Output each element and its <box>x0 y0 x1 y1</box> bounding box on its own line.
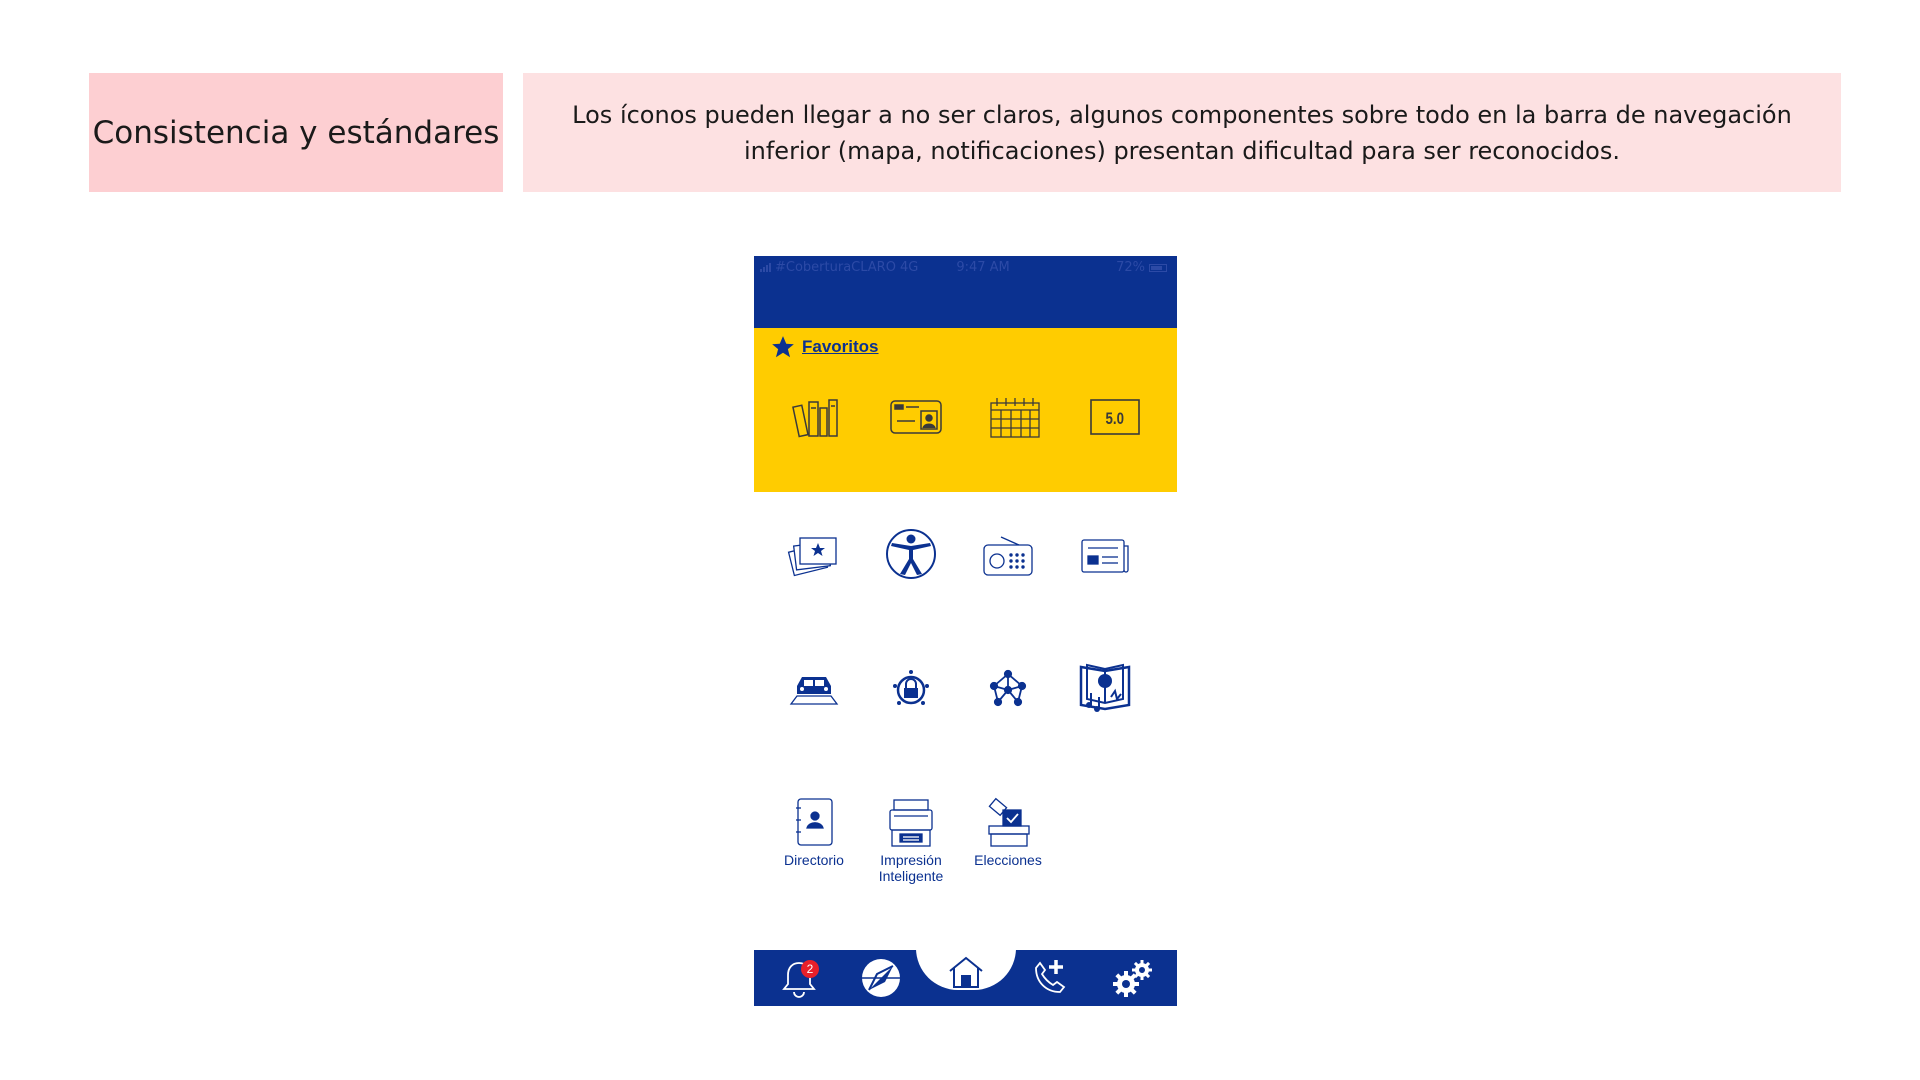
grid-cell-news[interactable] <box>1060 528 1150 584</box>
grid-cell-printing[interactable] <box>866 794 956 884</box>
network-icon <box>980 660 1036 716</box>
emergency-call-button[interactable] <box>1027 956 1073 1000</box>
grid-cell-elections[interactable] <box>963 794 1053 868</box>
grid-cell-wellness[interactable] <box>866 526 956 582</box>
map-button[interactable] <box>858 956 904 1000</box>
newspaper-icon <box>1077 528 1133 584</box>
cards-star-icon <box>786 528 842 584</box>
directory-icon <box>786 794 842 850</box>
books-icon[interactable] <box>789 394 843 440</box>
ballot-box-icon <box>980 794 1036 850</box>
heuristic-title: Consistencia y estándares <box>92 114 500 151</box>
calendar-icon[interactable] <box>988 394 1042 440</box>
time-label: 9:47 AM <box>956 260 1010 275</box>
description-line-1: Los íconos pueden llegar a no ser claros, algunos componentes sobre todo en la barra de navegación <box>572 100 1792 129</box>
grade-5-icon[interactable] <box>1088 394 1142 440</box>
settings-gears-icon <box>1110 956 1156 1000</box>
favorites-icons <box>754 394 1177 440</box>
grid-cell-culture[interactable] <box>1060 658 1150 714</box>
grid-cell-network[interactable] <box>963 660 1053 716</box>
notification-badge: 2 <box>801 960 819 978</box>
favorites-header[interactable] <box>770 334 879 360</box>
printing-label <box>866 852 956 884</box>
description-box <box>523 73 1841 192</box>
directory-label: Directorio <box>784 852 844 868</box>
vitruvian-man-icon <box>883 526 939 582</box>
grid-cell-directory[interactable] <box>769 794 859 868</box>
status-bar <box>754 256 1177 328</box>
car-icon <box>786 660 842 716</box>
printing-label-line-1: Impresión <box>880 852 942 868</box>
battery-icon <box>1149 264 1167 272</box>
grid-cell-cards[interactable] <box>769 528 859 584</box>
status-left <box>760 260 1010 275</box>
grid-cell-security[interactable] <box>866 660 956 716</box>
grade-label: 5.0 <box>1105 409 1125 429</box>
printing-label-line-2: Inteligente <box>878 868 944 884</box>
security-lock-icon <box>883 660 939 716</box>
phone-screenshot <box>754 256 1177 1006</box>
compass-map-icon <box>859 956 903 1000</box>
carrier-label: #CoberturaCLARO <box>775 260 896 275</box>
favorites-title[interactable]: Favoritos <box>802 337 879 356</box>
elections-label: Elecciones <box>974 852 1042 868</box>
favorites-panel <box>754 328 1177 492</box>
home-icon <box>946 953 986 991</box>
grid-cell-radio[interactable] <box>963 528 1053 584</box>
status-right <box>1116 260 1167 275</box>
battery-label: 72% <box>1116 260 1145 275</box>
description-text <box>572 97 1792 169</box>
home-button[interactable] <box>943 950 989 994</box>
heuristic-box <box>89 73 503 192</box>
notifications-button[interactable] <box>776 956 822 1000</box>
settings-button[interactable] <box>1110 956 1156 1000</box>
phone-plus-icon <box>1028 956 1072 1000</box>
bottom-navigation-bar <box>754 950 1177 1006</box>
network-label: 4G <box>899 260 919 275</box>
star-icon <box>770 334 796 360</box>
id-card-icon[interactable] <box>889 394 943 440</box>
signal-icon <box>760 263 771 272</box>
music-book-icon <box>1077 658 1133 714</box>
grid-cell-transport[interactable] <box>769 660 859 716</box>
description-line-2: inferior (mapa, notificaciones) presentan dificultad para ser reconocidos. <box>743 136 1620 165</box>
radio-icon <box>980 528 1036 584</box>
printer-icon <box>883 794 939 850</box>
